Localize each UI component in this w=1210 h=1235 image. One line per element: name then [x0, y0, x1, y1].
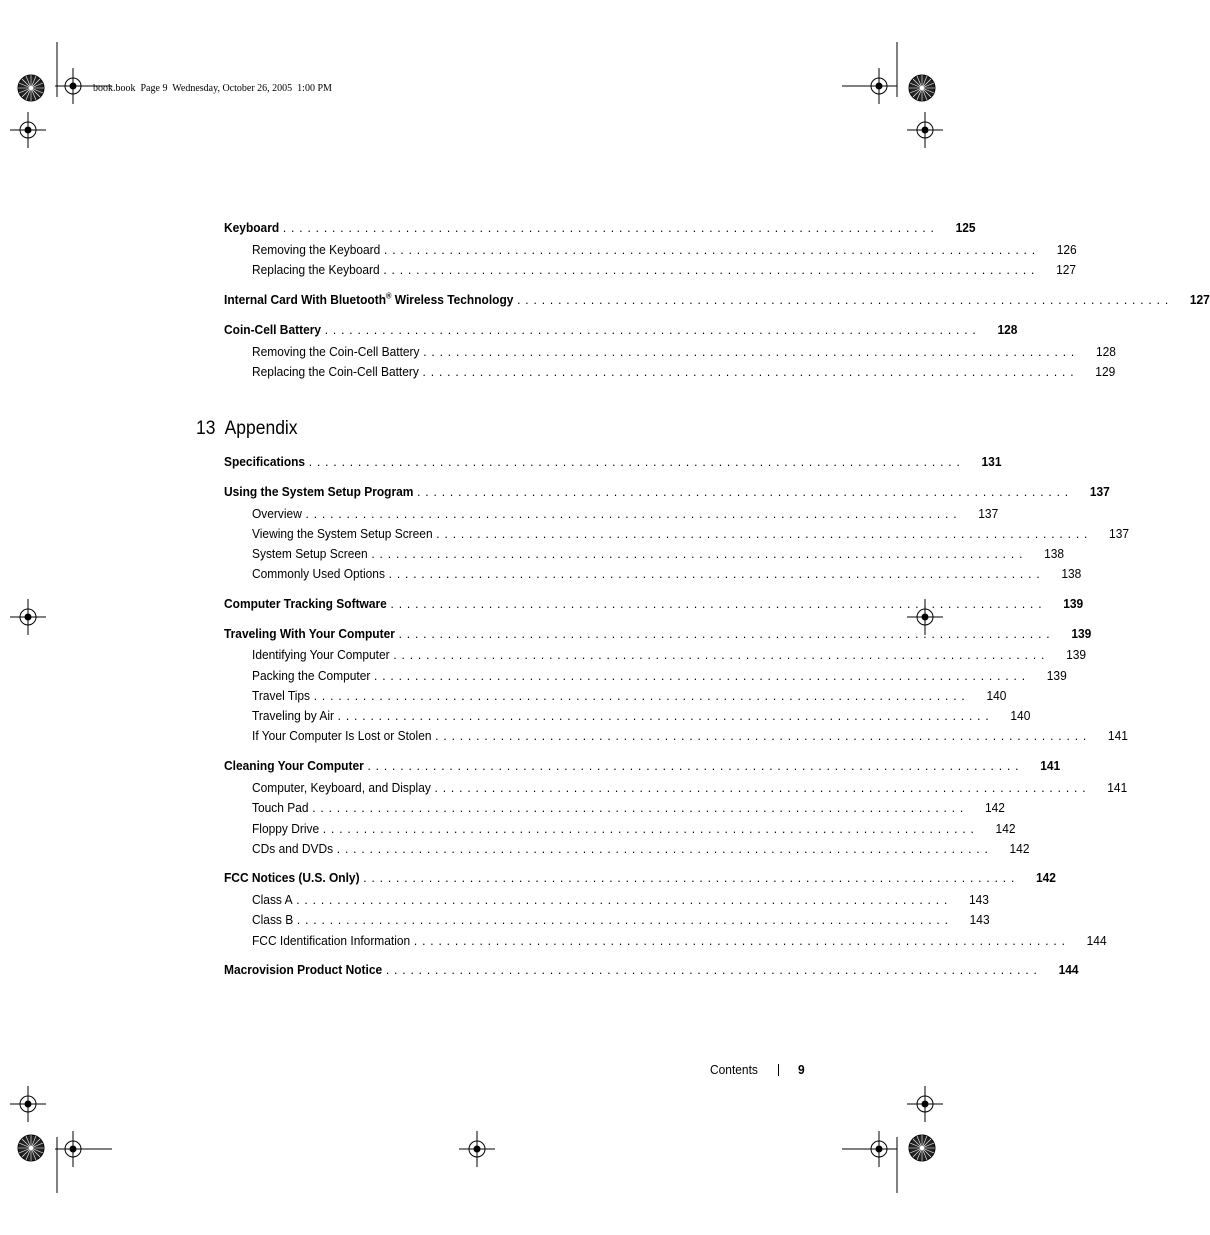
- toc-entry-title: Identifying Your Computer: [252, 647, 393, 662]
- toc-entry-title: Commonly Used Options: [252, 566, 389, 581]
- toc-entry-page: 139: [1066, 647, 1087, 662]
- toc-entry[interactable]: Overview ................................................................................ 137: [252, 506, 999, 521]
- toc-entry[interactable]: Travel Tips ................................................................................ 140: [252, 688, 1007, 703]
- toc-entry-title: Travel Tips: [252, 688, 314, 703]
- header-meta: book.book Page 9 Wednesday, October 26, 2005 1:00 PM: [93, 83, 332, 94]
- toc-entry-page: 141: [1107, 728, 1128, 743]
- toc-entry-title: Coin-Cell Battery: [224, 322, 325, 337]
- footer-page-number: 9: [798, 1062, 805, 1077]
- toc-entry[interactable]: Internal Card With Bluetooth® Wireless Technology ................................................................................ 127: [224, 291, 1210, 307]
- toc-entry-title: Replacing the Coin-Cell Battery: [252, 364, 423, 379]
- toc-entry-page: 143: [969, 912, 990, 927]
- toc-entry-title: Class A: [252, 892, 296, 907]
- toc-entry-title: Overview: [252, 506, 306, 521]
- toc-entry-title: Using the System Setup Program: [224, 484, 417, 499]
- toc-entry-title: Computer Tracking Software: [224, 596, 391, 611]
- toc-entry-page: 137: [1109, 526, 1130, 541]
- toc-entry-title: Internal Card With Bluetooth® Wireless Technology: [224, 292, 517, 307]
- footer-divider: [778, 1064, 779, 1076]
- toc-entry-page: 129: [1095, 364, 1116, 379]
- toc-entry-page: 127: [1189, 292, 1210, 307]
- toc-entry-page: 142: [984, 800, 1005, 815]
- toc-entry-title: Class B: [252, 912, 297, 927]
- toc-entry[interactable]: Packing the Computer ................................................................................ 139: [252, 668, 1067, 683]
- toc-entry-page: 142: [1009, 841, 1030, 856]
- toc-entry-page: 138: [1044, 546, 1065, 561]
- chapter-heading[interactable]: [196, 418, 298, 440]
- toc-entry-page: 131: [981, 454, 1002, 469]
- toc-entry[interactable]: Commonly Used Options ................................................................................ 138: [252, 566, 1082, 581]
- toc-entry[interactable]: System Setup Screen ................................................................................ 138: [252, 546, 1065, 561]
- toc-entry[interactable]: FCC Identification Information ................................................................................ 144: [252, 933, 1107, 948]
- toc-entry-page: 142: [1036, 870, 1056, 885]
- toc-entry-page: 137: [1089, 484, 1110, 499]
- toc-entry-page: 139: [1046, 668, 1067, 683]
- toc-entry-title: System Setup Screen: [252, 546, 371, 561]
- toc-entry[interactable]: CDs and DVDs ................................................................................ 142: [252, 841, 1030, 856]
- toc-entry-page: 139: [1063, 596, 1084, 611]
- toc-entry[interactable]: Specifications ................................................................................ 131: [224, 454, 1002, 469]
- footer-label: Contents: [710, 1062, 758, 1077]
- toc-entry[interactable]: Identifying Your Computer ................................................................................ 139: [252, 647, 1087, 662]
- toc-entry-title: FCC Notices (U.S. Only): [224, 870, 363, 885]
- toc-entry-title: Removing the Keyboard: [252, 242, 384, 257]
- toc-entry-title: Traveling With Your Computer: [224, 626, 399, 641]
- toc-entry[interactable]: Replacing the Keyboard ................................................................................ 127: [252, 262, 1077, 277]
- toc-entry-title: FCC Identification Information: [252, 933, 414, 948]
- toc-entry-page: 138: [1061, 566, 1082, 581]
- toc-entry-title: Traveling by Air: [252, 708, 338, 723]
- toc-entry-page: 137: [978, 506, 999, 521]
- toc-entry[interactable]: Touch Pad ................................................................................ 142: [252, 800, 1005, 815]
- toc-entry[interactable]: Computer, Keyboard, and Display ................................................................................ 141: [252, 780, 1128, 795]
- toc-entry[interactable]: Removing the Keyboard ................................................................................ 126: [252, 242, 1077, 257]
- toc-entry-page: 139: [1071, 626, 1092, 641]
- toc-entry[interactable]: Viewing the System Setup Screen ................................................................................ 137: [252, 526, 1130, 541]
- toc-entry-page: 140: [986, 688, 1007, 703]
- toc-entry-page: 125: [955, 220, 976, 235]
- toc-entry[interactable]: Using the System Setup Program ................................................................................ 137: [224, 484, 1110, 499]
- toc-entry-page: 141: [1040, 758, 1061, 773]
- toc-entry-page: 142: [995, 821, 1016, 836]
- toc-entry[interactable]: Floppy Drive ................................................................................ 142: [252, 821, 1016, 836]
- toc-entry[interactable]: Keyboard ................................................................................ 125: [224, 220, 976, 235]
- toc-entry[interactable]: Traveling by Air ................................................................................ 140: [252, 708, 1031, 723]
- toc-entry-title: Macrovision Product Notice: [224, 962, 386, 977]
- toc-entry-page: 128: [1095, 344, 1116, 359]
- toc-entry-page: 140: [1010, 708, 1031, 723]
- toc-entry[interactable]: Removing the Coin-Cell Battery ................................................................................ 128: [252, 344, 1116, 359]
- toc-entry-page: 128: [997, 322, 1018, 337]
- toc-entry-page: 144: [1058, 962, 1079, 977]
- toc-entry-title: CDs and DVDs: [252, 841, 337, 856]
- toc-entry-title: If Your Computer Is Lost or Stolen: [252, 728, 435, 743]
- toc-entry-page: 141: [1107, 780, 1128, 795]
- toc-entry-title: Keyboard: [224, 220, 283, 235]
- toc-entry[interactable]: Traveling With Your Computer ................................................................................ 139: [224, 626, 1092, 641]
- toc-entry[interactable]: Class B ................................................................................ 143: [252, 912, 990, 927]
- chapter-number: 13: [196, 418, 216, 439]
- toc-entry[interactable]: Computer Tracking Software ................................................................................ 139: [224, 596, 1084, 611]
- toc-entry-title: Floppy Drive: [252, 821, 323, 836]
- toc-entry-title: Specifications: [224, 454, 309, 469]
- toc-entry-page: 143: [968, 892, 989, 907]
- toc-entry[interactable]: Coin-Cell Battery ................................................................................ 128: [224, 322, 1018, 337]
- toc-entry[interactable]: Macrovision Product Notice ................................................................................ 144: [224, 962, 1079, 977]
- toc-entry[interactable]: Class A ................................................................................ 143: [252, 892, 989, 907]
- toc-entry-title: Replacing the Keyboard: [252, 262, 383, 277]
- toc-entry[interactable]: FCC Notices (U.S. Only) ................................................................................ 142: [224, 870, 1056, 885]
- toc-entry[interactable]: Cleaning Your Computer ................................................................................ 141: [224, 758, 1061, 773]
- toc-entry-page: 126: [1056, 242, 1077, 257]
- toc-entry-title: Packing the Computer: [252, 668, 374, 683]
- toc-entry-title: Cleaning Your Computer: [224, 758, 367, 773]
- toc-entry-page: 144: [1086, 933, 1107, 948]
- toc-entry-title: Touch Pad: [252, 800, 312, 815]
- toc-entry-title: Computer, Keyboard, and Display: [252, 780, 435, 795]
- toc-entry-page: 127: [1056, 262, 1077, 277]
- toc-entry-title: Viewing the System Setup Screen: [252, 526, 436, 541]
- toc-entry[interactable]: Replacing the Coin-Cell Battery ................................................................................ 129: [252, 364, 1116, 379]
- toc-entry-title: Removing the Coin-Cell Battery: [252, 344, 423, 359]
- toc-entry[interactable]: If Your Computer Is Lost or Stolen ................................................................................ 141: [252, 728, 1128, 743]
- chapter-title: Appendix: [224, 418, 298, 439]
